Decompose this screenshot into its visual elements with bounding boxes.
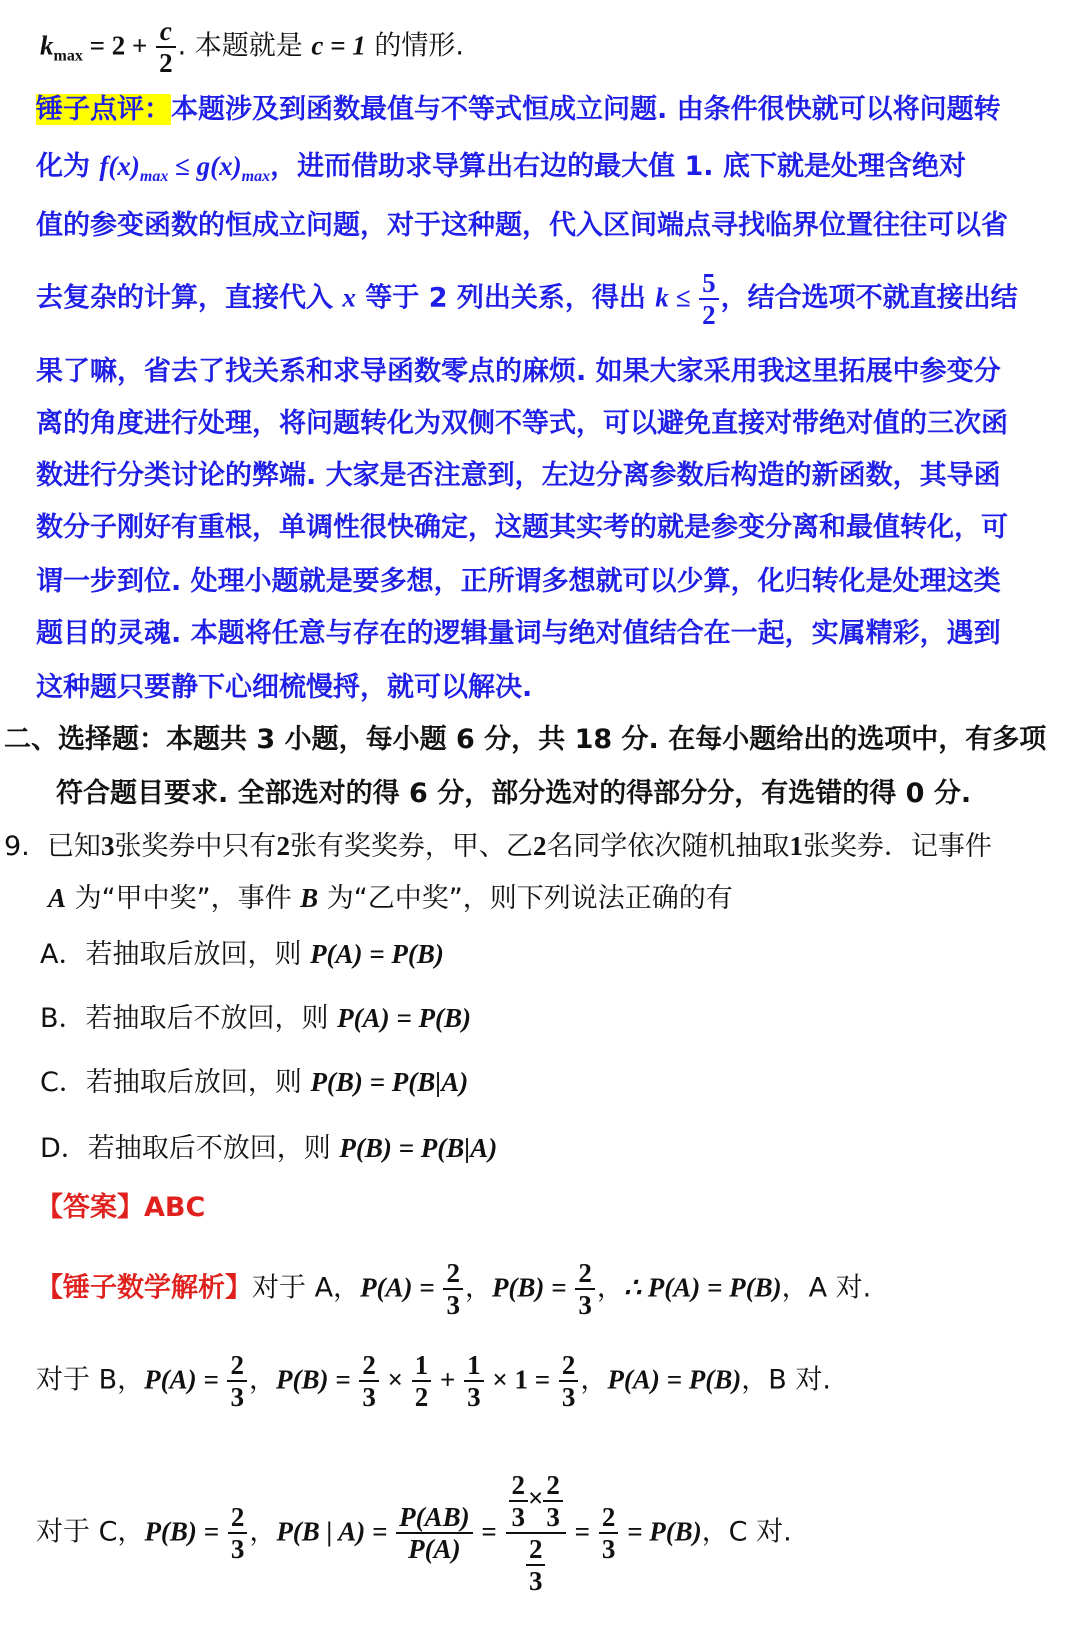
comment-line-9: 谓一步到位. 处理小题就是要多想，正所谓多想就可以少算，化归转化是处理这类 bbox=[36, 566, 1001, 597]
comment-line-11: 这种题只要静下心细梳慢捋，就可以解决. bbox=[36, 672, 533, 703]
comment-line-1: 锤子点评：本题涉及到函数最值与不等式恒成立问题. 由条件很快就可以将问题转 bbox=[36, 94, 1001, 125]
question-9-line-1: 9. 已知3张奖券中只有2张有奖奖券，甲、乙2名同学依次随机抽取1张奖券．记事件 bbox=[4, 831, 992, 862]
analysis-c: 对于 C，P(B) = $\frac{2}{3}$ ，P(B | A) = $\frac{P(AB)}{P(A)}$ = $\frac{2}{3}$ × $\frac{2}{3}$ $\frac{2}{3}$ = $\frac{2}{3}$ = P(B)，C 对. bbox=[36, 1470, 792, 1596]
answer: 【答案】ABC bbox=[36, 1192, 206, 1223]
analysis-a: 【锤子数学解析】对于 A，P(A) = $\frac{2}{3}$ ，P(B) = $\frac{2}{3}$ ，∴ P(A) = P(B)，A 对. bbox=[36, 1258, 872, 1320]
section-header-line-1: 二、选择题：本题共 3 小题，每小题 6 分，共 18 分. 在每小题给出的选项中，有多项 bbox=[4, 724, 1047, 755]
c-equals-1: c = 1 bbox=[311, 30, 366, 61]
formula-line bbox=[40, 16, 464, 78]
option-b: B．若抽取后不放回，则 P(A) = P(B) bbox=[40, 1003, 471, 1034]
option-c: C．若抽取后放回，则 P(B) = P(B|A) bbox=[40, 1067, 469, 1098]
question-number: 9. bbox=[4, 831, 30, 862]
comment-line-4: 去复杂的计算，直接代入 x 等于 2 列出关系，得出 k ≤ $\frac{5}{2}$ ，结合选项不就直接出结 bbox=[36, 268, 1018, 330]
comment-line-5: 果了嘛，省去了找关系和求导函数零点的麻烦. 如果大家采用我这里拓展中参变分 bbox=[36, 356, 1001, 387]
text: . 本题就是 bbox=[177, 30, 312, 62]
analysis-b: 对于 B，P(A) = $\frac{2}{3}$ ，P(B) = $\frac{2}{3}$ × $\frac{1}{2}$ + $\frac{1}{3}$ × 1 = $\frac{2}{3}$ ，P(A) = P(B)，B 对. bbox=[36, 1350, 831, 1412]
fraction-c-over-2: $\frac{c}{2}$ bbox=[156, 16, 176, 78]
comment-line-2: 化为 $f(x)_{max} \le g(x)_{max}$，进而借助求导算出右边的最大值 1. 底下就是处理含绝对 bbox=[36, 151, 966, 185]
text: 的情形. bbox=[365, 30, 464, 62]
k-symbol: k bbox=[40, 30, 54, 61]
analysis-label: 【锤子数学解析】 bbox=[36, 1272, 252, 1304]
comment-line-8: 数分子刚好有重根，单调性很快确定，这题其实考的就是参变分离和最值转化，可 bbox=[36, 512, 1008, 543]
fraction-5-over-2: $\frac{5}{2}$ bbox=[699, 268, 719, 330]
max-subscript: max bbox=[53, 47, 83, 65]
comment-line-7: 数进行分类讨论的弊端. 大家是否注意到，左边分离参数后构造的新函数，其导函 bbox=[36, 460, 1001, 491]
formula-mid: = 2 + bbox=[82, 30, 155, 61]
comment-line-3: 值的参变函数的恒成立问题，对于这种题，代入区间端点寻找临界位置往往可以省 bbox=[36, 210, 1008, 241]
comment-line-6: 离的角度进行处理，将问题转化为双侧不等式，可以避免直接对带绝对值的三次函 bbox=[36, 408, 1008, 439]
comment-line-10: 题目的灵魂. 本题将任意与存在的逻辑量词与绝对值结合在一起，实属精彩，遇到 bbox=[36, 618, 1001, 649]
question-9-line-2: A 为“甲中奖”，事件 B 为“乙中奖”，则下列说法正确的有 bbox=[48, 883, 733, 914]
compound-fraction: $\frac{2}{3}$ × $\frac{2}{3}$ $\frac{2}{3}$ bbox=[506, 1470, 566, 1596]
option-a: A．若抽取后放回，则 P(A) = P(B) bbox=[40, 939, 444, 970]
section-header-line-2: 符合题目要求. 全部选对的得 6 分，部分选对的得部分分，有选错的得 0 分. bbox=[56, 778, 972, 809]
comment-label: 锤子点评： bbox=[36, 94, 171, 125]
option-d: D．若抽取后不放回，则 P(B) = P(B|A) bbox=[40, 1133, 498, 1164]
